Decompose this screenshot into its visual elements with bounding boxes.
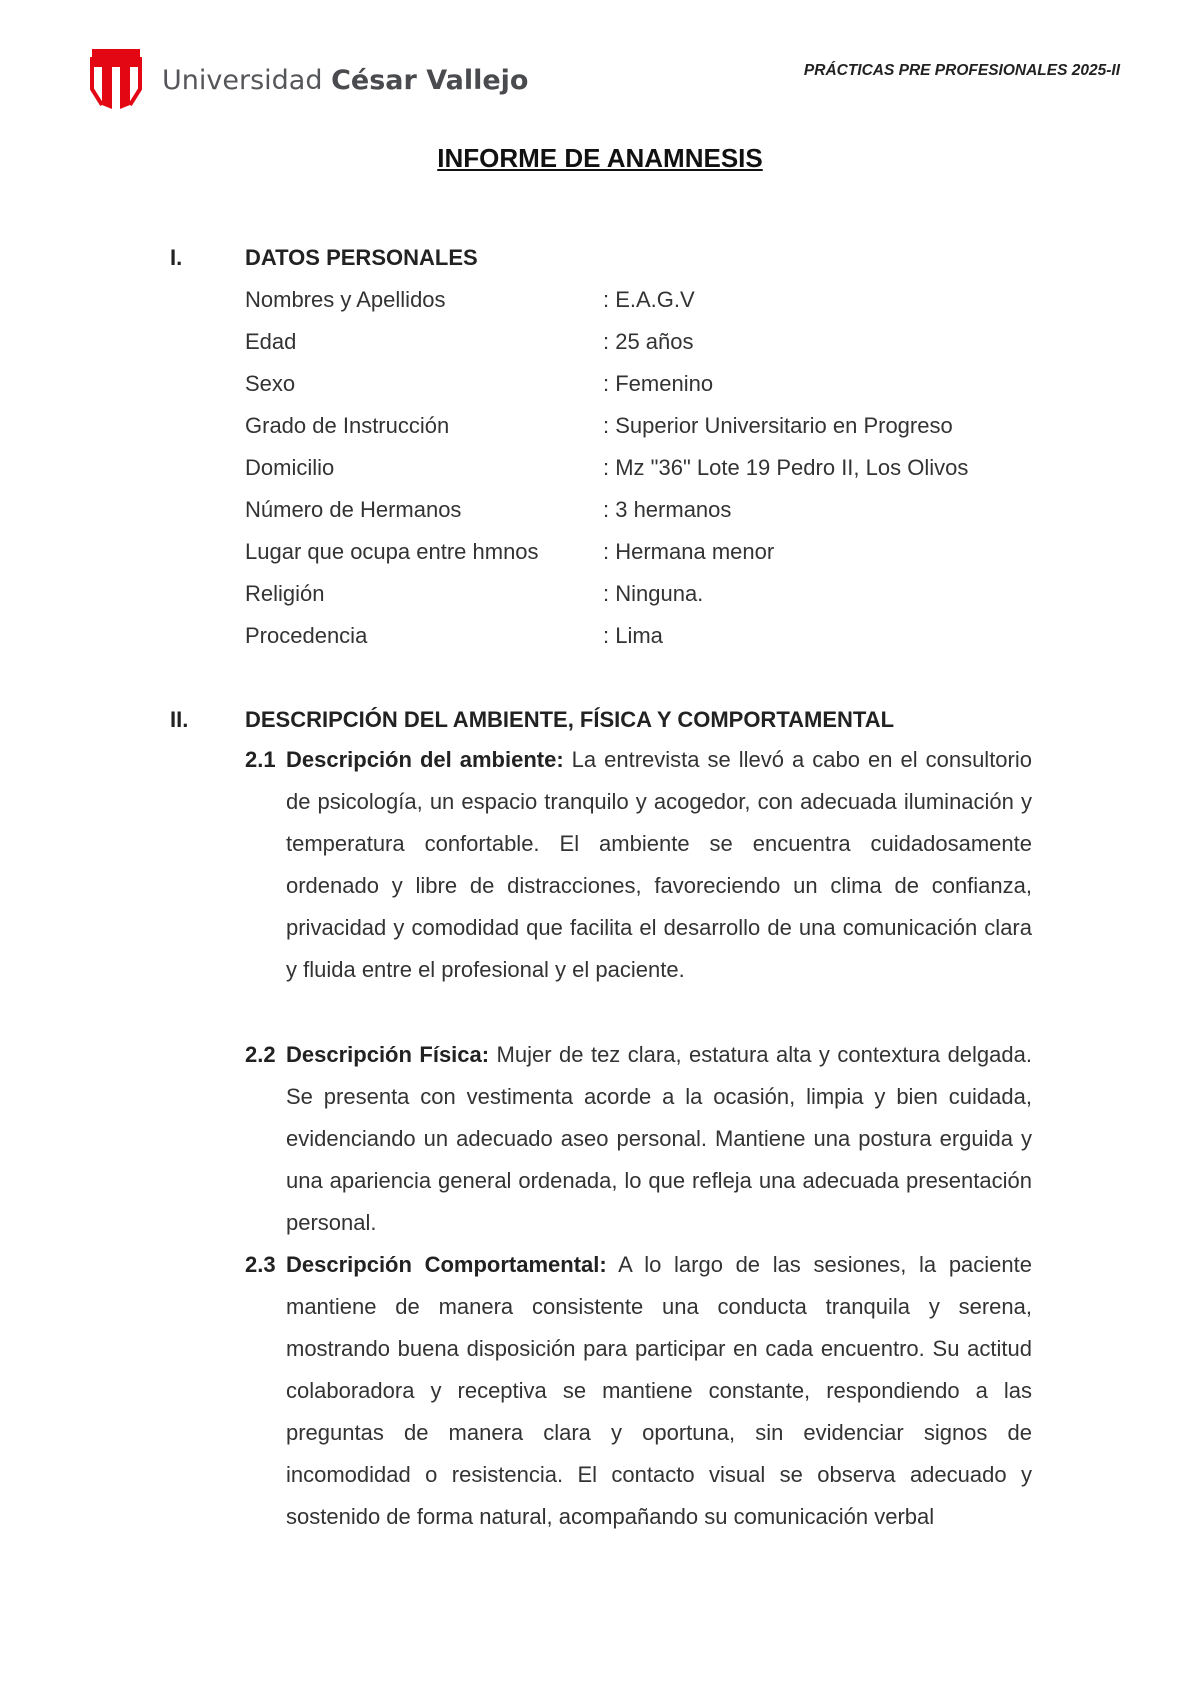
field-row-domicilio xyxy=(245,455,1025,497)
field-value: : 25 años xyxy=(603,329,694,354)
subsection-paragraph xyxy=(245,1244,1032,1538)
field-value: : Femenino xyxy=(603,371,714,396)
document-title: INFORME DE ANAMNESIS xyxy=(437,143,763,173)
section-2-number: II. xyxy=(170,707,189,732)
field-value: : Superior Universitario en Progreso xyxy=(603,413,953,438)
subsection-text: Mujer de tez clara, estatura alta y contextura delgada. Se presenta con vestimenta acorde a la ocasión, limpia y bien cuidada, evidenciando un adecuado aseo personal. Mantiene una postura erguida y una apariencia general ordenada, lo que refleja una adecuada presentación personal. xyxy=(286,1042,1032,1235)
subsection-heading: Descripción Física: xyxy=(286,1042,490,1067)
university-name xyxy=(162,65,528,96)
subsection-heading: Descripción Comportamental: xyxy=(286,1252,607,1277)
field-value: : 3 hermanos xyxy=(603,497,732,522)
field-row-procedencia xyxy=(245,623,1025,665)
shield-logo-icon xyxy=(90,49,144,111)
subsection-text: La entrevista se llevó a cabo en el consultorio de psicología, un espacio tranquilo y acogedor, con adecuada iluminación y temperatura confortable. El ambiente se encuentra cuidadosamente ordenado y libre de distracciones, favoreciendo un clima de confianza, privacidad y comodidad que facilita el desarrollo de una comunicación clara y fluida entre el profesional y el paciente. xyxy=(286,747,1032,982)
subsection-paragraph xyxy=(245,1034,1032,1244)
subsection-heading: Descripción del ambiente: xyxy=(286,747,564,772)
field-row-edad xyxy=(245,329,1025,371)
subsection-number: 2.1 xyxy=(245,747,276,772)
field-row-nombres xyxy=(245,287,1025,329)
subsection-number: 2.3 xyxy=(245,1252,276,1277)
university-name-bold: César Vallejo xyxy=(331,64,529,96)
field-label: Procedencia xyxy=(245,623,368,648)
subsection-number: 2.2 xyxy=(245,1042,276,1067)
section-2-title: DESCRIPCIÓN DEL AMBIENTE, FÍSICA Y COMPORTAMENTAL xyxy=(245,707,895,732)
field-label: Nombres y Apellidos xyxy=(245,287,446,312)
field-value: : E.A.G.V xyxy=(603,287,695,312)
subsection-2-2 xyxy=(245,1034,1032,1244)
field-row-lugar xyxy=(245,539,1025,581)
field-label: Grado de Instrucción xyxy=(245,413,450,438)
field-row-grado xyxy=(245,413,1025,455)
header-program-label: PRÁCTICAS PRE PROFESIONALES 2025-II xyxy=(803,62,1120,79)
subsection-2-1 xyxy=(245,739,1032,991)
section-1-number: I. xyxy=(170,245,183,270)
field-value: : Mz "36" Lote 19 Pedro II, Los Olivos xyxy=(603,455,969,480)
field-value: : Lima xyxy=(603,623,663,648)
subsection-paragraph xyxy=(245,739,1032,991)
field-label: Religión xyxy=(245,581,325,606)
university-name-regular: Universidad xyxy=(162,64,323,96)
field-label: Sexo xyxy=(245,371,296,396)
field-value: : Ninguna. xyxy=(603,581,704,606)
subsection-2-3 xyxy=(245,1244,1032,1538)
field-label: Lugar que ocupa entre hmnos xyxy=(245,539,539,564)
subsection-text: A lo largo de las sesiones, la paciente mantiene de manera consistente una conducta tranquila y serena, mostrando buena disposición para participar en cada encuentro. Su actitud colaboradora y receptiva se mantiene constante, respondiendo a las preguntas de manera clara y oportuna, sin evidenciar signos de incomodidad o resistencia. El contacto visual se observa adecuado y sostenido de forma natural, acompañando su comunicación verbal xyxy=(286,1252,1032,1529)
field-label: Domicilio xyxy=(245,455,335,480)
section-1-title: DATOS PERSONALES xyxy=(245,245,478,270)
university-logo xyxy=(90,47,528,113)
field-label: Edad xyxy=(245,329,297,354)
field-label: Número de Hermanos xyxy=(245,497,462,522)
field-row-hermanos xyxy=(245,497,1025,539)
field-row-religion xyxy=(245,581,1025,623)
field-value: : Hermana menor xyxy=(603,539,775,564)
field-row-sexo xyxy=(245,371,1025,413)
